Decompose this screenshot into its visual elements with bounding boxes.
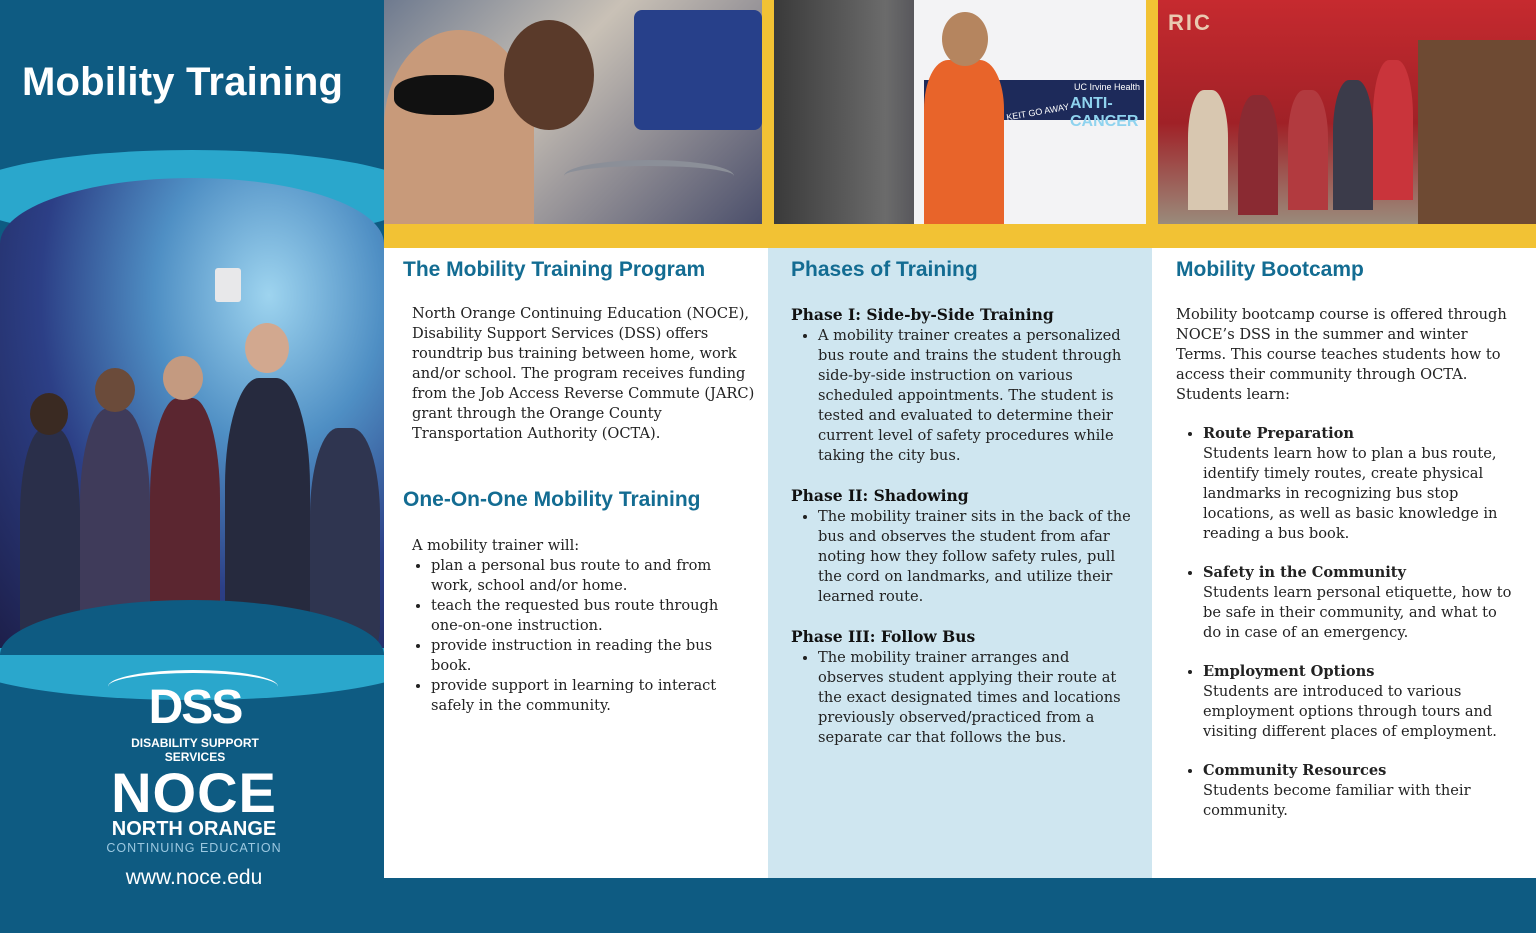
photo-student-at-bus bbox=[774, 0, 1146, 224]
phase-1-list bbox=[798, 326, 1138, 466]
yellow-divider-1 bbox=[762, 0, 774, 248]
phase-2-title: Phase II: Shadowing bbox=[791, 486, 969, 505]
bootcamp-item-title: Safety in the Community bbox=[1203, 564, 1407, 581]
phase-2-list bbox=[798, 507, 1138, 607]
list-item bbox=[1203, 563, 1513, 643]
bootcamp-item-2 bbox=[1183, 563, 1513, 643]
bootcamp-intro: Mobility bootcamp course is offered through NOCE’s DSS in the summer and winter Terms. This course teaches students how to access their community through OCTA. Students learn: bbox=[1176, 306, 1507, 403]
dss-letters: DSS bbox=[148, 681, 242, 734]
bus-sign-text-3: ANTI-CANCER bbox=[1070, 95, 1139, 130]
train-text: RIC bbox=[1168, 10, 1212, 35]
phase-1-text: • A mobility trainer creates a personalized bus route and trains the student through side-by-side instruction on various scheduled appointments. The student is tested and evaluated to determine their current level of safety procedures while taking the city bus. bbox=[818, 326, 1138, 466]
bootcamp-item-1 bbox=[1183, 424, 1513, 544]
photo-group-train bbox=[1158, 0, 1536, 224]
bootcamp-item-4 bbox=[1183, 761, 1513, 821]
website-link[interactable]: www.noce.edu bbox=[125, 866, 263, 889]
bootcamp-item-text: Students become familiar with their community. bbox=[1203, 782, 1471, 819]
noce-logo-text: NOCE bbox=[111, 761, 277, 824]
phase-2-text: • The mobility trainer sits in the back of the bus and observes the student from afar noting how they follow safety rules, pull the cord on landmarks, and utilize their learned route. bbox=[818, 507, 1138, 607]
program-heading: The Mobility Training Program bbox=[403, 258, 706, 281]
group-photo-aquarium bbox=[0, 178, 384, 648]
dss-subtitle: DISABILITY SUPPORT SERVICES bbox=[131, 736, 259, 764]
yellow-band bbox=[384, 224, 1536, 248]
bootcamp-item-3 bbox=[1183, 662, 1513, 742]
phase-3-list bbox=[798, 648, 1138, 748]
bootcamp-heading: Mobility Bootcamp bbox=[1176, 258, 1364, 281]
list-item: • teach the requested bus route through one-on-one instruction. bbox=[431, 596, 751, 636]
photo-selfie-bus bbox=[384, 0, 762, 224]
list-item: • provide support in learning to interact safely in the community. bbox=[431, 676, 751, 716]
phase-1-title: Phase I: Side-by-Side Training bbox=[791, 305, 1054, 324]
column-program bbox=[384, 248, 768, 878]
bootcamp-item-title: Community Resources bbox=[1203, 762, 1387, 779]
bus-sign-text-1: KEIT GO AWAY bbox=[1005, 101, 1070, 123]
one-on-one-intro: A mobility trainer will: bbox=[412, 537, 580, 554]
phase-3-text: • The mobility trainer arranges and observes student applying their route at the exact designated times and locations previously observed/practiced from a separate car that follows the bus. bbox=[818, 648, 1138, 748]
footer-band bbox=[384, 878, 1536, 933]
column-bootcamp bbox=[1152, 248, 1536, 878]
one-on-one-heading: One-On-One Mobility Training bbox=[403, 488, 701, 511]
list-item: • plan a personal bus route to and from work, school and/or home. bbox=[431, 556, 751, 596]
phases-heading: Phases of Training bbox=[791, 258, 978, 281]
north-orange-text: NORTH ORANGE bbox=[111, 818, 277, 840]
bootcamp-item-title: Employment Options bbox=[1203, 663, 1375, 680]
page-title: Mobility Training bbox=[22, 60, 344, 104]
list-item bbox=[1203, 424, 1513, 544]
list-item bbox=[1203, 662, 1513, 742]
left-panel bbox=[0, 0, 384, 933]
phase-3-title: Phase III: Follow Bus bbox=[791, 627, 976, 646]
one-on-one-list bbox=[411, 556, 751, 716]
bus-sign-text-2: UC Irvine Health bbox=[1074, 82, 1141, 92]
bootcamp-item-text: Students learn personal etiquette, how to be safe in their community, and what to do in case of an emergency. bbox=[1203, 584, 1512, 641]
list-item bbox=[1203, 761, 1513, 821]
program-text: North Orange Continuing Education (NOCE), Disability Support Services (DSS) offers roundtrip bus training between home, work and/or school. The program receives funding from the Job Access Reverse Commute (JARC) grant through the Orange County Transportation Authority (OCTA). bbox=[412, 305, 755, 442]
bootcamp-item-text: Students learn how to plan a bus route, identify timely routes, create physical landmarks in recognizing bus stop locations, as well as basic knowledge in reading a bus book. bbox=[1203, 445, 1498, 542]
bootcamp-item-title: Route Preparation bbox=[1203, 425, 1354, 442]
column-phases bbox=[768, 248, 1152, 878]
bootcamp-item-text: Students are introduced to various employment options through tours and visiting different places of employment. bbox=[1203, 683, 1497, 740]
continuing-education-text: CONTINUING EDUCATION bbox=[106, 841, 282, 855]
list-item: • provide instruction in reading the bus book. bbox=[431, 636, 751, 676]
yellow-divider-2 bbox=[1146, 0, 1158, 248]
